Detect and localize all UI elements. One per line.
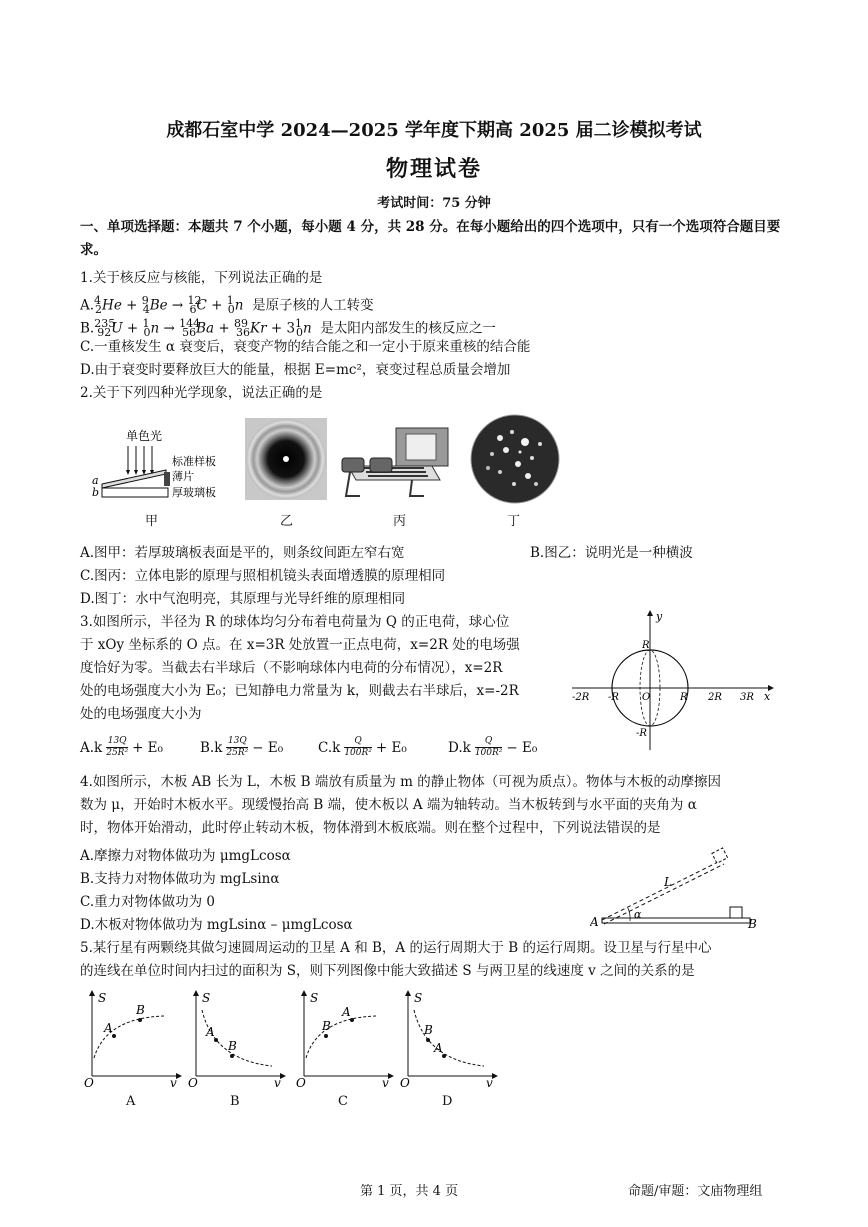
q2-stem: 2.关于下列四种光学现象，说法正确的是: [80, 385, 323, 401]
q5-x-arrow: [492, 1073, 498, 1079]
q1-option-d: D.由于衰变时要释放巨大的能量，根据 E=mc²，衰变过程总质量会增加: [80, 362, 511, 378]
q5-axis-y-label: S: [202, 991, 211, 1005]
q1-option-b-text: 是太阳内部发生的核反应之一: [320, 320, 496, 337]
q5-graph-label-b: B: [230, 1094, 240, 1109]
q5-origin-label: O: [296, 1076, 306, 1088]
exam-time: 考试时间：75 分钟: [377, 196, 491, 211]
fig-label-yi: 乙: [280, 514, 294, 529]
q3-line-5: 处的电场强度大小为: [80, 706, 202, 722]
q3-option-fraction: [106, 736, 128, 759]
q3-option-sign: + E₀: [132, 739, 163, 756]
q5-point-b-label: B: [424, 1023, 433, 1037]
q3-option-letter: B.k: [200, 739, 223, 756]
q5-axis-x-label: v: [486, 1076, 493, 1088]
figure-jia: [88, 422, 238, 522]
q5-x-arrow: [280, 1073, 286, 1079]
q3-label-r-bottom: -R: [636, 728, 647, 739]
q4-line-3: 时，物体开始滑动，此时停止转动木板，物体滑到木板底端。则在整个过程中，下列说法错误的是: [80, 820, 661, 836]
q5-axis-x-label: v: [170, 1076, 177, 1088]
q3-line-4: 处的电场强度大小为 E₀；已知静电力常量为 k，则截去右半球后，x=-2R: [80, 683, 519, 699]
q5-y-arrow: [405, 990, 411, 996]
q5-graph-c: [296, 988, 396, 1088]
q5-point-b-label: B: [136, 1003, 145, 1017]
jia-label-light: 单色光: [126, 429, 163, 443]
q5-origin-label: O: [84, 1076, 94, 1088]
q3-options: [80, 736, 568, 759]
q5-point-b: [230, 1054, 234, 1058]
q5-graph-a: [84, 988, 184, 1088]
q5-graph-d: [400, 988, 500, 1088]
q3-option-letter: A.k: [80, 739, 103, 756]
q5-axis-y-label: S: [310, 991, 319, 1005]
q3-option-a: [80, 736, 200, 759]
section-heading: 一、单项选择题：本题共 7 个小题，每小题 4 分，共 28 分。在每小题给出的四个选项中，只有一个选项符合题目要求。: [80, 219, 781, 258]
q3-figure: [568, 606, 778, 754]
jia-label-b: b: [92, 486, 100, 499]
q5-point-b: [324, 1034, 328, 1038]
q5-axis-x-label: v: [382, 1076, 389, 1088]
q4-line-2: 数为 μ，开始时木板水平。现缓慢抬高 B 端，使木板以 A 端为轴转动。当木板转到与水平面的夹角为 α: [80, 797, 697, 813]
q4-option-d: D.木板对物体做功为 mgLsinα – μmgLcosα: [80, 917, 353, 933]
q3-option-fraction: [475, 736, 503, 759]
q1-option-a-text: 是原子核的人工转变: [252, 297, 374, 314]
q4-option-c: C.重力对物体做功为 0: [80, 894, 216, 910]
q1-stem: 1.关于核反应与核能，下列说法正确的是: [80, 270, 323, 286]
q3-axis-x: x: [764, 690, 771, 703]
q5-point-b: [426, 1038, 430, 1042]
q5-line-1: 5.某行星有两颗绕其做匀速圆周运动的卫星 A 和 B，A 的运行周期大于 B 的运行周期。设卫星与行星中心: [80, 940, 712, 956]
q5-point-a-label: A: [434, 1041, 443, 1055]
q5-line-2: 的连线在单位时间内扫过的面积为 S，则下列图像中能大致描述 S 与两卫星的线速度 v 之间的关系的是: [80, 963, 695, 979]
q4-option-a: A.摩擦力对物体做功为 μmgLcosα: [80, 848, 291, 864]
q3-label-r: R: [680, 692, 688, 703]
q3-fraction-num: 13Q: [227, 736, 247, 746]
q3-line-1: 3.如图所示，半径为 R 的球体均匀分布着电荷量为 Q 的正电荷，球心位: [80, 614, 510, 630]
q4-label-b: B: [748, 917, 757, 931]
jia-label-sample: 标准样板: [172, 455, 216, 468]
q3-fraction-num: Q: [484, 736, 493, 746]
exam-title: 成都石室中学 2024—2025 学年度下期高 2025 届二诊模拟考试: [166, 120, 702, 141]
q4-label-l: L: [664, 875, 672, 889]
q5-y-arrow: [89, 990, 95, 996]
q3-label-r-top: R: [642, 640, 650, 651]
q3-option-fraction: [344, 736, 372, 759]
q4-line-1: 4.如图所示，木板 AB 长为 L，木板 B 端放有质量为 m 的静止物体（可视为质点）。物体与木板的动摩擦因: [80, 774, 722, 790]
jia-label-glass: 厚玻璃板: [172, 486, 216, 499]
q2-option-d: D.图丁：水中气泡明亮，其原理与光导纤维的原理相同: [80, 591, 406, 607]
figure-ding: [470, 414, 560, 504]
q3-option-b: [200, 736, 318, 759]
q5-point-a-label: A: [104, 1021, 113, 1035]
exam-subtitle: 物理试卷: [385, 156, 482, 182]
q5-origin-label: O: [188, 1076, 198, 1088]
q3-label-negr: -R: [608, 692, 619, 703]
q5-y-arrow: [193, 990, 199, 996]
q5-axis-y-label: S: [414, 991, 423, 1005]
q5-graph-label-d: D: [442, 1094, 453, 1109]
q3-line-2: 于 xOy 坐标系的 O 点。在 x=3R 处放置一正点电荷，x=2R 处的电场强: [80, 637, 520, 653]
q3-option-fraction: [226, 736, 248, 759]
q3-option-letter: C.k: [318, 739, 341, 756]
q3-label-3r: 3R: [740, 692, 754, 703]
q3-fraction-num: 13Q: [107, 736, 127, 746]
q3-fraction-den: 25R²: [106, 748, 129, 758]
q1-option-a: A.$^4_2$He + $^9_4$Be → $^{12}_6$C + $^1_0$n 是原子核的人工转变: [80, 294, 374, 317]
q3-fraction-den: 100R²: [474, 748, 503, 758]
q4-figure: [590, 846, 765, 936]
q3-fraction-num: Q: [354, 736, 362, 746]
q5-y-arrow: [301, 990, 307, 996]
q5-graph-label-c: C: [338, 1094, 348, 1109]
q3-label-2r: 2R: [708, 692, 722, 703]
q2-option-a: A.图甲：若厚玻璃板表面是平的，则条纹间距左窄右宽: [80, 545, 405, 561]
q5-axis-y-label: S: [98, 991, 107, 1005]
q5-point-b-label: B: [228, 1039, 237, 1053]
q5-axis-x-label: v: [274, 1076, 281, 1088]
q5-point-b-label: B: [322, 1019, 331, 1033]
footer-credit: 命题/审题：文庙物理组: [628, 1184, 763, 1199]
q5-point-b: [138, 1018, 142, 1022]
q3-option-letter: D.k: [448, 739, 471, 756]
q5-graph-label-a: A: [126, 1094, 136, 1109]
q3-option-sign: − E₀: [506, 739, 538, 756]
fig-label-bing: 丙: [393, 514, 407, 529]
q4-option-b: B.支持力对物体做功为 mgLsinα: [80, 871, 280, 887]
q3-label-origin: O: [642, 692, 651, 703]
fig-label-ding: 丁: [507, 514, 521, 529]
q1-option-b: $B.^{235}_{92}U + ^1_0n \to ^{144}_{56}Ba + ^{89}_{36}Kr + 3^1_0n$ 是太阳内部发生的核反应之一: [80, 317, 496, 340]
q2-option-c: C.图丙：立体电影的原理与照相机镜头表面增透膜的原理相同: [80, 568, 446, 584]
q3-label-neg2r: -2R: [572, 692, 590, 703]
q5-graph-b: [188, 988, 288, 1088]
jia-label-sheet: 薄片: [172, 470, 194, 483]
q5-point-a-label: A: [342, 1005, 351, 1019]
fig-label-jia: 甲: [145, 514, 159, 529]
footer-page: 第 1 页，共 4 页: [360, 1184, 459, 1199]
q3-fraction-den: 25R²: [226, 748, 249, 758]
q5-origin-label: O: [400, 1076, 410, 1088]
figure-bing: [340, 422, 458, 502]
q4-label-alpha: α: [634, 908, 642, 921]
q4-label-a: A: [590, 915, 599, 929]
jia-label-a: a: [92, 474, 99, 487]
q2-option-b: B.图乙：说明光是一种横波: [530, 545, 693, 561]
q3-option-sign: + E₀: [375, 739, 407, 756]
q5-curve: [306, 1016, 376, 1058]
q5-x-arrow: [176, 1073, 182, 1079]
q5-x-arrow: [388, 1073, 394, 1079]
q3-option-sign: − E₀: [252, 739, 284, 756]
q3-axis-y: y: [656, 610, 663, 623]
q3-option-d: [448, 736, 568, 759]
q5-point-a-label: A: [206, 1025, 215, 1039]
figure-yi: [245, 418, 327, 500]
q1-option-c: C.一重核发生 α 衰变后，衰变产物的结合能之和一定小于原来重核的结合能: [80, 339, 531, 355]
q5-curve: [414, 1010, 484, 1066]
q3-fraction-den: 100R²: [344, 748, 372, 758]
q3-line-3: 度恰好为零。当截去右半球后（不影响球体内电荷的分布情况），x=2R: [80, 660, 503, 676]
q3-option-c: [318, 736, 448, 759]
